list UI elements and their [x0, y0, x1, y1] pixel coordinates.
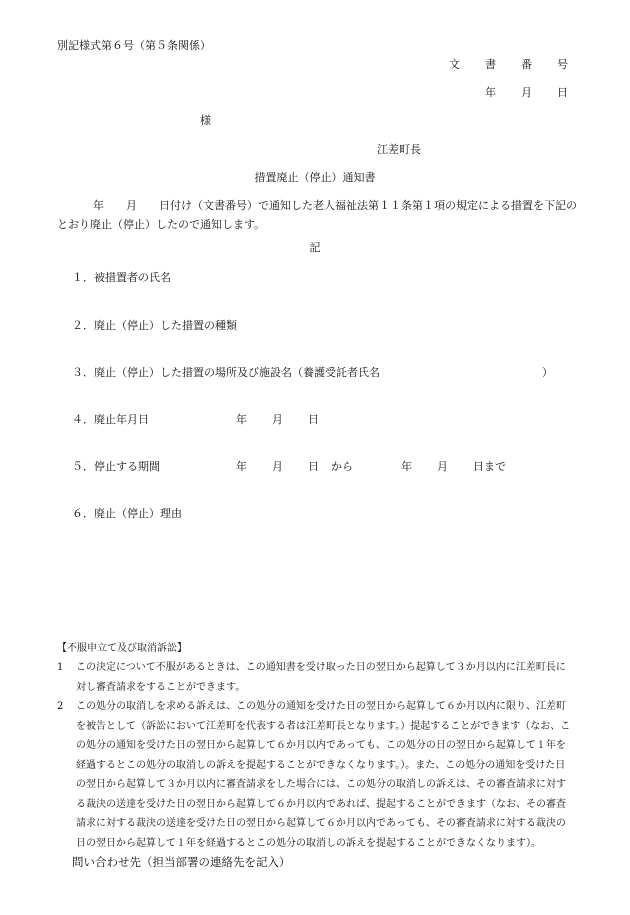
doc-number-char: 号 [557, 58, 568, 71]
body-text: 年 月 日付け（文書番号）で通知した老人福祉法第１１条第１項の規定による措置を下記のとおり廃止（停止）したので通知します。 [57, 199, 577, 231]
item-5-end-month: 月 [437, 460, 448, 473]
note-text: この処分の取消しを求める訴えは、この処分の通知を受けた日の翌日から起算して６か月以内に限り、江差町を被告として（訴訟において江差町を代表する者は江差町長となります。）提起することができます（なお、この処分の通知を受けた日の翌日から起算して６か月以内であっても、この処分の日の翌日から起算して１年を経過するとこの処分の取消しの訴えを提起することができなくなります。）。また、この処分の通知を受けた日の翌日から起算して３か月以内に審査請求をした場合には、この処分の取消しの訴えは、その審査請求に対する裁決の送達を受けた日の翌日から起算して６か月以内であれば、提起することができます（なお、その審査請求に対する裁決の送達を受けた日の翌日から起算して６か月以内であっても、その審査請求に対する裁決の日の翌日から起算して１年を経過するとこの処分の取消しの訴えを提起することができなくなります）。 [76, 701, 571, 849]
item-5-year: 年 [236, 460, 247, 473]
note-number: 1 [57, 662, 64, 673]
item-5-day: 日 [308, 460, 319, 473]
document-title: 措置廃止（停止）通知書 [254, 171, 376, 184]
ki-marker: 記 [309, 241, 321, 254]
item-2: ２．廃止（停止）した措置の種類 [72, 319, 237, 332]
item-5-end-day: 日まで [473, 460, 506, 473]
item-4: ４．廃止年月日 [72, 413, 149, 426]
item-5-end-year: 年 [401, 460, 412, 473]
sender-name: 江差町長 [377, 143, 421, 156]
note-item-2 [57, 697, 572, 853]
note-number: 2 [57, 701, 64, 712]
doc-number-char: 書 [485, 58, 496, 71]
note-text: この決定について不服があるときは、この通知書を受け取った日の翌日から起算して３か月以内に江差町長に対し審査請求をすることができます。 [76, 662, 566, 693]
note-item-1 [57, 658, 572, 697]
item-5: ５．停止する期間 [72, 460, 160, 473]
item-4-year: 年 [236, 413, 247, 426]
item-4-day: 日 [308, 413, 319, 426]
item-3: ３．廃止（停止）した措置の場所及び施設名（養護受託者氏名 [72, 366, 380, 379]
contact-info: 問い合わせ先（担当部署の連絡先を記入） [72, 855, 291, 869]
form-label: 別記様式第６号（第５条関係） [57, 39, 211, 52]
doc-number-char: 番 [521, 58, 532, 71]
item-5-month: 月 [272, 460, 283, 473]
item-6: ６．廃止（停止）理由 [72, 507, 182, 520]
doc-number-char: 文 [449, 58, 460, 71]
item-4-month: 月 [272, 413, 283, 426]
date-month: 月 [521, 86, 532, 99]
item-1: １．被措置者の氏名 [72, 271, 171, 284]
date-year: 年 [485, 86, 496, 99]
date-day: 日 [557, 86, 568, 99]
item-3-close-paren: ） [542, 366, 553, 379]
recipient-honorific: 様 [200, 114, 211, 127]
notes-heading: 【不服申立て及び取消訴訟】 [57, 643, 187, 654]
item-5-from: から [331, 460, 353, 473]
